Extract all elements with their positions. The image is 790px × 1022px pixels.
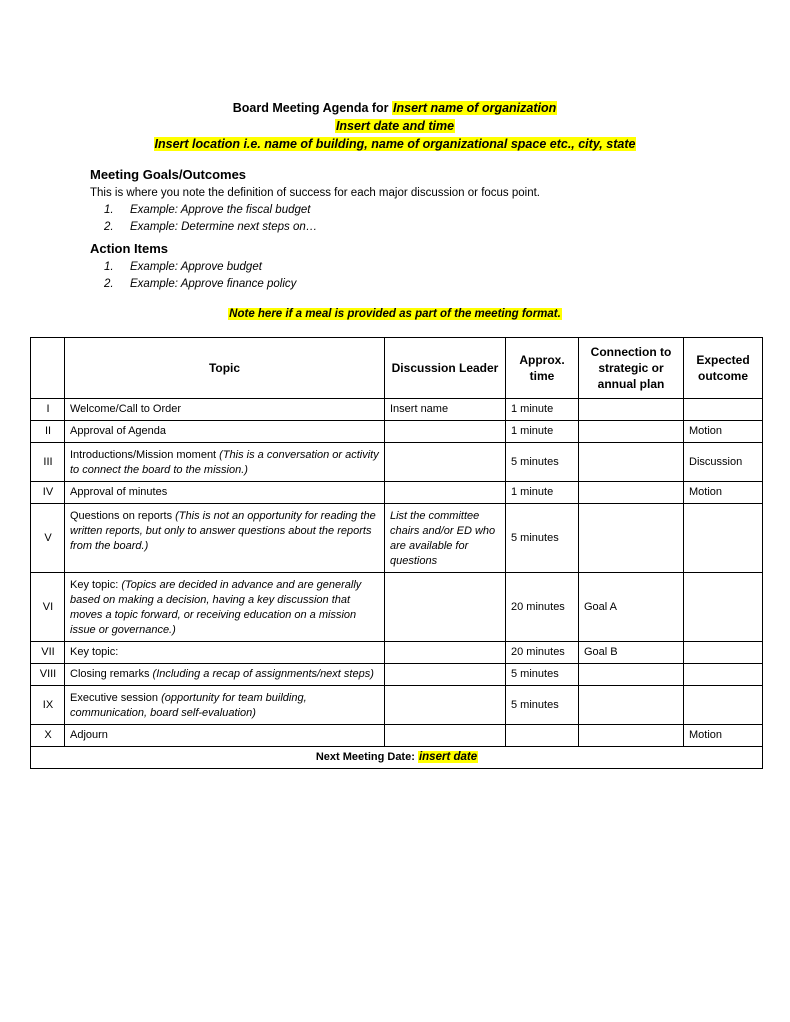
next-meeting-row <box>31 747 763 769</box>
cell-approx-time[interactable]: 20 minutes <box>506 573 579 642</box>
list-item: Example: Determine next steps on… <box>130 221 318 233</box>
table-row <box>31 504 763 573</box>
cell-row-number: V <box>31 504 65 573</box>
cell-connection[interactable] <box>579 725 684 747</box>
title-heading-text: Board Meeting Agenda for <box>232 101 389 115</box>
agenda-table <box>30 337 763 769</box>
meal-note-text: Note here if a meal is provided as part of the meeting format. <box>229 308 561 320</box>
topic-note-text: (Including a recap of assignments/next steps) <box>152 668 374 680</box>
table-row <box>31 482 763 504</box>
table-header-row <box>31 338 763 399</box>
cell-discussion-leader[interactable] <box>385 725 506 747</box>
next-meeting-cell <box>31 747 763 769</box>
cell-expected-outcome[interactable]: Motion <box>684 421 763 443</box>
action-items-list <box>90 259 710 293</box>
cell-approx-time[interactable]: 5 minutes <box>506 504 579 573</box>
agenda-table-head <box>31 338 763 399</box>
cell-connection[interactable] <box>579 421 684 443</box>
next-meeting-date-placeholder[interactable]: insert date <box>418 751 478 763</box>
topic-main-text: Welcome/Call to Order <box>70 403 182 415</box>
list-item: Example: Approve finance policy <box>130 278 297 290</box>
topic-main-text: Questions on reports <box>70 510 176 522</box>
topic-main-text: Key topic: <box>70 646 119 658</box>
cell-topic[interactable] <box>65 725 385 747</box>
topic-note-text: (This is a conversation or activity to connect the board to the mission.) <box>70 449 379 476</box>
cell-row-number: II <box>31 421 65 443</box>
meeting-goals-section <box>90 166 710 236</box>
cell-discussion-leader[interactable] <box>385 573 506 642</box>
title-line-date <box>0 118 790 134</box>
cell-expected-outcome[interactable] <box>684 686 763 725</box>
table-row <box>31 642 763 664</box>
cell-expected-outcome[interactable] <box>684 399 763 421</box>
cell-connection[interactable] <box>579 443 684 482</box>
cell-discussion-leader[interactable]: Insert name <box>385 399 506 421</box>
cell-topic[interactable] <box>65 443 385 482</box>
date-time-placeholder[interactable]: Insert date and time <box>335 119 455 133</box>
cell-connection[interactable] <box>579 664 684 686</box>
column-header-topic: Topic <box>65 338 385 399</box>
cell-discussion-leader[interactable] <box>385 686 506 725</box>
cell-expected-outcome[interactable]: Motion <box>684 482 763 504</box>
cell-row-number: III <box>31 443 65 482</box>
topic-note-text: (This is not an opportunity for reading the written reports, but only to answer questions about the reports from the board.) <box>70 510 376 552</box>
agenda-table-body <box>31 399 763 747</box>
cell-approx-time[interactable] <box>506 725 579 747</box>
cell-connection[interactable]: Goal B <box>579 642 684 664</box>
action-items-heading: Action Items <box>90 241 169 256</box>
column-header-discussion-leader: Discussion Leader <box>385 338 506 399</box>
next-meeting-label: Next Meeting Date: <box>315 751 415 763</box>
cell-row-number: IV <box>31 482 65 504</box>
topic-main-text: Closing remarks <box>70 668 153 680</box>
location-placeholder[interactable]: Insert location i.e. name of building, name of organizational space etc., city, state <box>154 137 636 151</box>
cell-row-number: VIII <box>31 664 65 686</box>
cell-row-number: I <box>31 399 65 421</box>
cell-row-number: X <box>31 725 65 747</box>
table-row <box>31 399 763 421</box>
cell-discussion-leader[interactable] <box>385 443 506 482</box>
table-row <box>31 573 763 642</box>
meeting-goals-description: This is where you note the definition of success for each major discussion or focus point. <box>90 187 541 199</box>
topic-main-text: Introductions/Mission moment <box>70 449 220 461</box>
cell-approx-time[interactable]: 1 minute <box>506 482 579 504</box>
cell-expected-outcome[interactable] <box>684 664 763 686</box>
cell-expected-outcome[interactable]: Motion <box>684 725 763 747</box>
action-items-section <box>90 240 710 293</box>
cell-approx-time[interactable]: 5 minutes <box>506 443 579 482</box>
list-item: Example: Approve budget <box>130 261 262 273</box>
cell-connection[interactable] <box>579 504 684 573</box>
cell-approx-time[interactable]: 20 minutes <box>506 642 579 664</box>
cell-expected-outcome[interactable] <box>684 642 763 664</box>
cell-topic[interactable] <box>65 642 385 664</box>
column-header-expected-outcome: Expected outcome <box>684 338 763 399</box>
cell-row-number: IX <box>31 686 65 725</box>
cell-topic[interactable] <box>65 686 385 725</box>
topic-main-text: Executive session <box>70 692 162 704</box>
topic-main-text: Adjourn <box>70 729 108 741</box>
cell-expected-outcome[interactable] <box>684 504 763 573</box>
cell-approx-time[interactable]: 1 minute <box>506 421 579 443</box>
cell-topic[interactable] <box>65 573 385 642</box>
cell-expected-outcome[interactable]: Discussion <box>684 443 763 482</box>
cell-approx-time[interactable]: 5 minutes <box>506 664 579 686</box>
cell-topic[interactable] <box>65 504 385 573</box>
topic-note-text: (opportunity for team building, communication, board self-evaluation) <box>70 692 307 719</box>
list-item: Example: Approve the fiscal budget <box>130 204 311 216</box>
topic-main-text: Approval of Agenda <box>70 425 167 437</box>
column-header-connection: Connection to strategic or annual plan <box>579 338 684 399</box>
cell-connection[interactable] <box>579 399 684 421</box>
cell-connection[interactable]: Goal A <box>579 573 684 642</box>
table-row <box>31 725 763 747</box>
cell-row-number: VII <box>31 642 65 664</box>
cell-discussion-leader[interactable] <box>385 482 506 504</box>
cell-topic[interactable] <box>65 421 385 443</box>
cell-discussion-leader[interactable]: List the committee chairs and/or ED who are available for questions <box>385 504 506 573</box>
document-title-block <box>0 100 790 152</box>
cell-topic[interactable] <box>65 664 385 686</box>
cell-approx-time[interactable]: 5 minutes <box>506 686 579 725</box>
topic-note-text: (Topics are decided in advance and are generally based on making a decision, having a key discussion that moves a topic forward, or receiving education on a mission issue or governance.) <box>70 579 362 636</box>
title-line-organization <box>0 100 790 116</box>
topic-main-text: Approval of minutes <box>70 486 168 498</box>
organization-placeholder[interactable]: Insert name of organization <box>393 101 557 115</box>
column-header-approx-time: Approx. time <box>506 338 579 399</box>
table-row <box>31 686 763 725</box>
cell-topic[interactable] <box>65 399 385 421</box>
agenda-table-wrapper <box>30 337 763 769</box>
cell-row-number: VI <box>31 573 65 642</box>
table-row <box>31 443 763 482</box>
title-line-location <box>0 136 790 152</box>
cell-discussion-leader[interactable] <box>385 664 506 686</box>
cell-connection[interactable] <box>579 686 684 725</box>
column-header-number <box>31 338 65 399</box>
meeting-goals-heading: Meeting Goals/Outcomes <box>90 167 247 182</box>
agenda-table-foot <box>31 747 763 769</box>
cell-topic[interactable] <box>65 482 385 504</box>
cell-approx-time[interactable]: 1 minute <box>506 399 579 421</box>
cell-connection[interactable] <box>579 482 684 504</box>
topic-main-text: Key topic: <box>70 579 122 591</box>
cell-expected-outcome[interactable] <box>684 573 763 642</box>
cell-discussion-leader[interactable] <box>385 642 506 664</box>
meal-note-line <box>0 307 790 322</box>
cell-discussion-leader[interactable] <box>385 421 506 443</box>
table-row <box>31 421 763 443</box>
table-row <box>31 664 763 686</box>
meeting-goals-list <box>90 202 710 236</box>
